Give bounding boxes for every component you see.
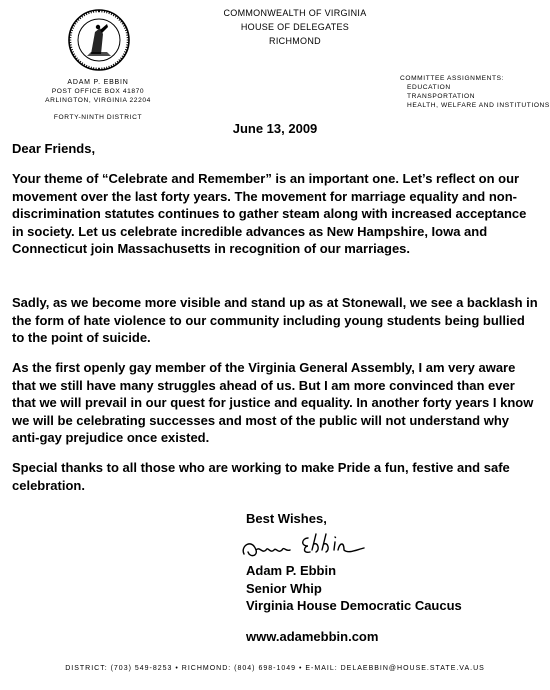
signature-caucus: Virginia House Democratic Caucus — [246, 598, 462, 614]
paragraph-text: As the first openly gay member of the Virginia General Assembly, I am very aware that we still have many struggles ahead of us. But I am more convinced than ever that we will prevail in our quest for justice and equality. In another forty years I know we will be celebrating successes and most of the public will not understand why anti-gay prejudice once existed. — [12, 360, 534, 446]
paragraph-2 — [12, 294, 540, 347]
letter-date: June 13, 2009 — [232, 121, 318, 136]
committee-item: EDUCATION — [407, 84, 451, 91]
paragraph-text: Special thanks to all those who are working to make Pride a fun, festive and safe celebration. — [12, 460, 510, 493]
salutation: Dear Friends, — [12, 141, 96, 156]
sender-name: ADAM P. EBBIN — [67, 79, 129, 86]
committee-block — [400, 74, 550, 110]
footer-contact: DISTRICT: (703) 549-8253 • RICHMOND: (804) 698-1049 • E-MAIL: DELAEBBIN@HOUSE.STATE.VA.US — [65, 665, 485, 672]
sender-address-line1: POST OFFICE BOX 41870 — [51, 88, 145, 95]
paragraph-3 — [12, 359, 540, 447]
paragraph-text: Sadly, as we become more visible and stand up as at Stonewall, we see a backlash in the form of hate violence to our community including young students being bullied to the point of suicide. — [12, 295, 538, 346]
letterhead-center — [210, 6, 380, 48]
letterhead-house: HOUSE OF DELEGATES — [240, 22, 350, 32]
signature-block — [246, 562, 462, 615]
paragraph-1 — [12, 170, 540, 258]
handwritten-signature — [238, 528, 368, 564]
paragraph-4 — [12, 459, 540, 494]
sender-address-line2: ARLINGTON, VIRGINIA 22204 — [45, 97, 151, 104]
closing: Best Wishes, — [246, 511, 327, 526]
sender-address-block — [28, 78, 168, 105]
district-label: FORTY-NINTH DISTRICT — [53, 114, 143, 121]
virginia-seal-icon — [67, 8, 131, 72]
signature-name: Adam P. Ebbin — [246, 563, 337, 578]
committee-item: HEALTH, WELFARE AND INSTITUTIONS — [407, 102, 550, 109]
letterhead-city: RICHMOND — [269, 36, 321, 46]
committee-heading: COMMITTEE ASSIGNMENTS: — [400, 75, 505, 82]
signature-title: Senior Whip — [246, 580, 322, 596]
committee-item: TRANSPORTATION — [407, 93, 476, 100]
paragraph-text: Your theme of “Celebrate and Remember” is an important one. Let’s reflect on our movement over the last forty years. The movement for marriage equality and non-discrimination statutes continues to gather steam along with increased acceptance in society. Let us celebrate incredible advances as New Hampshire, Iowa and Connecticut join Massachusetts in recognition of our marriages. — [12, 171, 527, 257]
letterhead-commonwealth: COMMONWEALTH OF VIRGINIA — [223, 8, 367, 18]
website-link[interactable]: www.adamebbin.com — [246, 629, 379, 644]
